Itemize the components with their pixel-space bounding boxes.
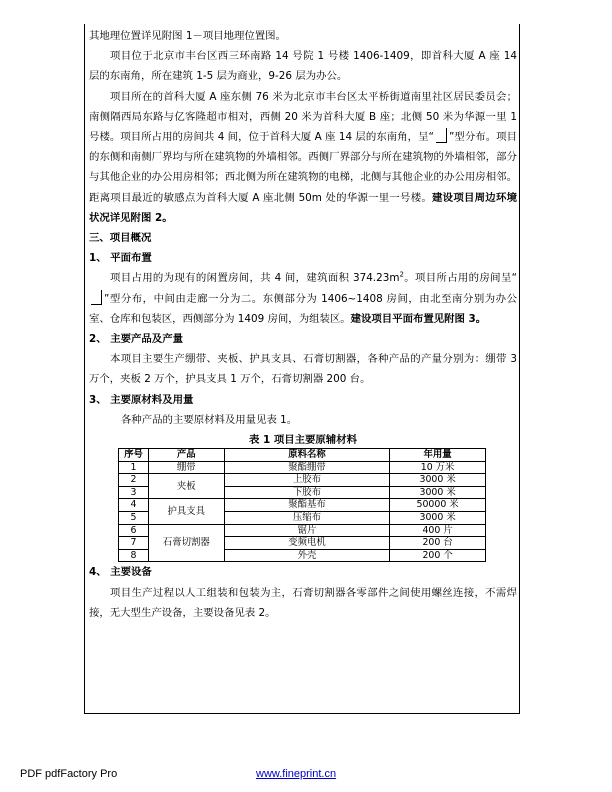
- product-cell: 夹板: [148, 474, 224, 499]
- table-row: [119, 461, 486, 474]
- materials-table: [118, 448, 486, 562]
- material-cell: 压缩布: [224, 512, 389, 525]
- shape-symbol: [436, 128, 447, 143]
- shape-symbol: [91, 290, 102, 305]
- table-header: 序号: [119, 449, 149, 462]
- amount-cell: 3000 米: [390, 486, 486, 499]
- fineprint-link[interactable]: www.fineprint.cn: [256, 768, 337, 780]
- subsection-heading-materials: 3、 主要原材料及用量: [89, 393, 194, 406]
- layout-ref: 建设项目平面布置见附图 3。: [350, 312, 487, 325]
- row-number: 6: [119, 524, 149, 537]
- subsection-heading-layout: 1、 平面布置: [89, 252, 152, 265]
- material-cell: 聚酯绷带: [224, 461, 389, 474]
- amount-cell: 10 万米: [390, 461, 486, 474]
- material-cell: 变频电机: [224, 537, 389, 550]
- material-cell: 外壳: [224, 549, 389, 562]
- surroundings-ref: 建设项目周边环境状况详见附图 2。: [89, 191, 517, 224]
- row-number: 1: [119, 461, 149, 474]
- material-cell: 下胶布: [224, 486, 389, 499]
- layout-text-a: 项目占用的为现有的闲置房间，共 4 间，建筑面积 374.23m: [110, 272, 400, 285]
- table-header-row: [119, 449, 486, 462]
- amount-cell: 3000 米: [390, 474, 486, 487]
- material-cell: 聚酯基布: [224, 499, 389, 512]
- row-number: 2: [119, 474, 149, 487]
- amount-cell: 3000 米: [390, 512, 486, 525]
- material-cell: 锯片: [224, 524, 389, 537]
- layout-text-c: ”型分布，中间由走廊一分为二。东侧部分为 1406~1408 房间，由北至南分别为办公室、仓库和包装区，西侧部分为 1409 房间，为组装区。: [89, 292, 517, 325]
- row-number: 5: [119, 512, 149, 525]
- table-row: [119, 499, 486, 512]
- table-row: [119, 474, 486, 487]
- pdf-factory-label: PDF pdfFactory Pro: [20, 768, 118, 780]
- amount-cell: 50000 米: [390, 499, 486, 512]
- amount-cell: 200 个: [390, 549, 486, 562]
- table-header: 产品: [148, 449, 224, 462]
- table-row: [119, 524, 486, 537]
- row-number: 3: [119, 486, 149, 499]
- subsection-heading-products: 2、 主要产品及产量: [89, 333, 183, 346]
- paragraph-layout: [89, 268, 517, 329]
- product-cell: 护具支具: [148, 499, 224, 524]
- subsection-heading-equipment: 4、 主要设备: [89, 566, 152, 579]
- surroundings-text-b: ”型分布。项目的东侧和南侧厂界均与所在建筑物的外墙相邻。西侧厂界部分与所在建筑物的外墙相邻，部分与其他企业的办公用房相邻；西北侧为所在建筑物的电梯，北侧与其他企业的办公用房相邻。距离项目最近的敏感点为首科大厦 A 座北侧 50m 处的华源一里一号楼。: [89, 131, 517, 204]
- product-cell: 石膏切割器: [148, 524, 224, 562]
- paragraph-location: 项目位于北京市丰台区西三环南路 14 号院 1 号楼 1406-1409，即首科大厦 A 座 14 层的东南角，所在建筑 1-5 层为商业，9-26 层为办公。: [89, 50, 517, 83]
- table-header: 原料名称: [224, 449, 389, 462]
- row-number: 8: [119, 549, 149, 562]
- paragraph-location-ref: 其地理位置详见附图 1－项目地理位置图。: [89, 30, 286, 42]
- row-number: 7: [119, 537, 149, 550]
- material-cell: 上胶布: [224, 474, 389, 487]
- surroundings-text-a: 项目所在的首科大厦 A 座东侧 76 米为北京市丰台区太平桥街道南里社区居民委员会；南侧隔西局东路与亿客隆超市相对，西侧 20 米为首科大厦 B 座；北侧 50 米为华源一里 1 号楼。项目所占用的房间共 4 间，位于首科大厦 A 座 14 层的东南角，呈“: [89, 90, 517, 144]
- paragraph-equipment: 项目生产过程以人工组装和包装为主，石膏切割器各零部件之间使用螺丝连接，不需焊接，无大型生产设备，主要设备见表 2。: [89, 586, 517, 619]
- row-number: 4: [119, 499, 149, 512]
- amount-cell: 200 台: [390, 537, 486, 550]
- product-cell: 绷带: [148, 461, 224, 474]
- area-superscript: 2: [399, 270, 404, 279]
- table-caption: 表 1 项目主要原辅材料: [249, 434, 357, 447]
- layout-text-b: 。项目所占用的房间呈“: [403, 272, 517, 285]
- amount-cell: 400 片: [390, 524, 486, 537]
- table-header: 年用量: [390, 449, 486, 462]
- section-heading-overview: 三、项目概况: [89, 232, 152, 245]
- document-body: [89, 26, 517, 623]
- paragraph-products: 本项目主要生产绷带、夹板、护具支具、石膏切割器，各种产品的产量分别为：绷带 3 万个，夹板 2 万个，护具支具 1 万个，石膏切割器 200 台。: [89, 353, 517, 386]
- paragraph-surroundings: [89, 87, 517, 228]
- paragraph-materials: 各种产品的主要原材料及用量见表 1。: [121, 413, 298, 426]
